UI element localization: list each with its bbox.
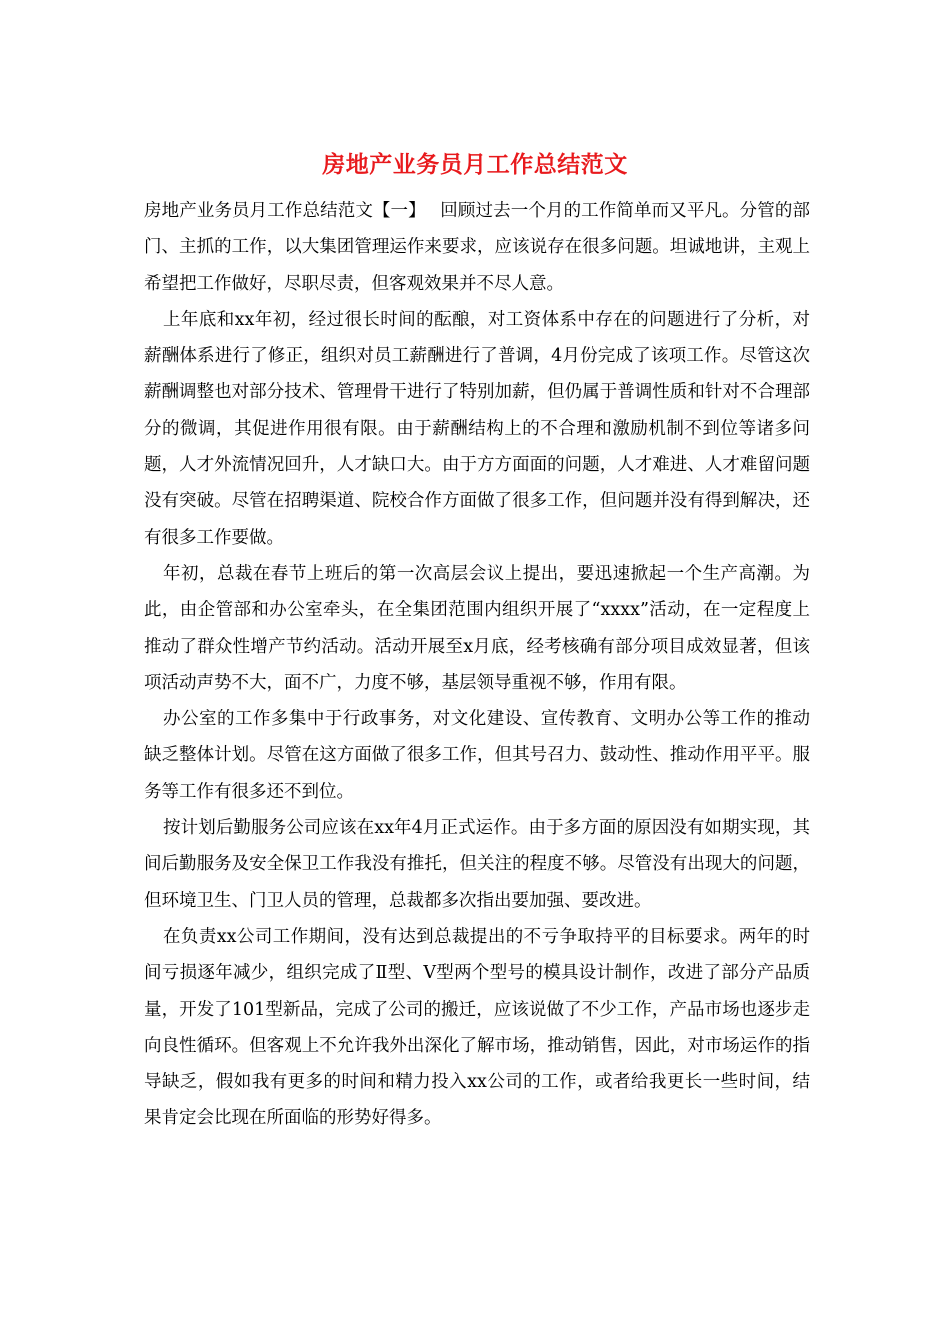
document-body <box>144 193 810 1137</box>
paragraph-3: 年初，总裁在春节上班后的第一次高层会议上提出，要迅速掀起一个生产高潮。为此，由企管部和办公室牵头，在全集团范围内组织开展了“xxxx”活动，在一定程度上推动了群众性增产节约活动。活动开展至x月底，经考核确有部分项目成效显著，但该项活动声势不大，面不广，力度不够，基层领导重视不够，作用有限。 <box>144 563 810 693</box>
paragraph-6: 在负责xx公司工作期间，没有达到总裁提出的不亏争取持平的目标要求。两年的时间亏损逐年减少，组织完成了Ⅱ型、Ⅴ型两个型号的模具设计制作，改进了部分产品质量，开发了101型新品，完成了公司的搬迁，应该说做了不少工作，产品市场也逐步走向良性循环。但客观上不允许我外出深化了解市场，推动销售，因此，对市场运作的指导缺乏，假如我有更多的时间和精力投入xx公司的工作，或者给我更长一些时间，结果肯定会比现在所面临的形势好得多。 <box>144 926 810 1129</box>
paragraph-5: 按计划后勤服务公司应该在xx年4月正式运作。由于多方面的原因没有如期实现，其间后勤服务及安全保卫工作我没有推托，但关注的程度不够。尽管没有出现大的问题，但环境卫生、门卫人员的管理，总裁都多次指出要加强、要改进。 <box>144 818 810 911</box>
document-title: 房地产业务员月工作总结范文 <box>322 151 628 178</box>
paragraph-2: 上年底和xx年初，经过很长时间的酝酿，对工资体系中存在的问题进行了分析，对薪酬体系进行了修正，组织对员工薪酬进行了普调，4月份完成了该项工作。尽管这次薪酬调整也对部分技术、管理骨干进行了特别加薪，但仍属于普调性质和针对不合理部分的微调，其促进作用很有限。由于薪酬结构上的不合理和激励机制不到位等诸多问题，人才外流情况回升，人才缺口大。由于方方面面的问题，人才难进、人才难留问题没有突破。尽管在招聘渠道、院校合作方面做了很多工作，但问题并没有得到解决，还有很多工作要做。 <box>144 309 810 548</box>
paragraph-4: 办公室的工作多集中于行政事务，对文化建设、宣传教育、文明办公等工作的推动缺乏整体计划。尽管在这方面做了很多工作，但其号召力、鼓动性、推动作用平平。服务等工作有很多还不到位。 <box>144 709 810 802</box>
paragraph-1: 房地产业务员月工作总结范文【一】 回顾过去一个月的工作简单而又平凡。分管的部门、主抓的工作，以大集团管理运作来要求，应该说存在很多问题。坦诚地讲，主观上希望把工作做好，尽职尽责，但客观效果并不尽人意。 <box>144 201 810 294</box>
